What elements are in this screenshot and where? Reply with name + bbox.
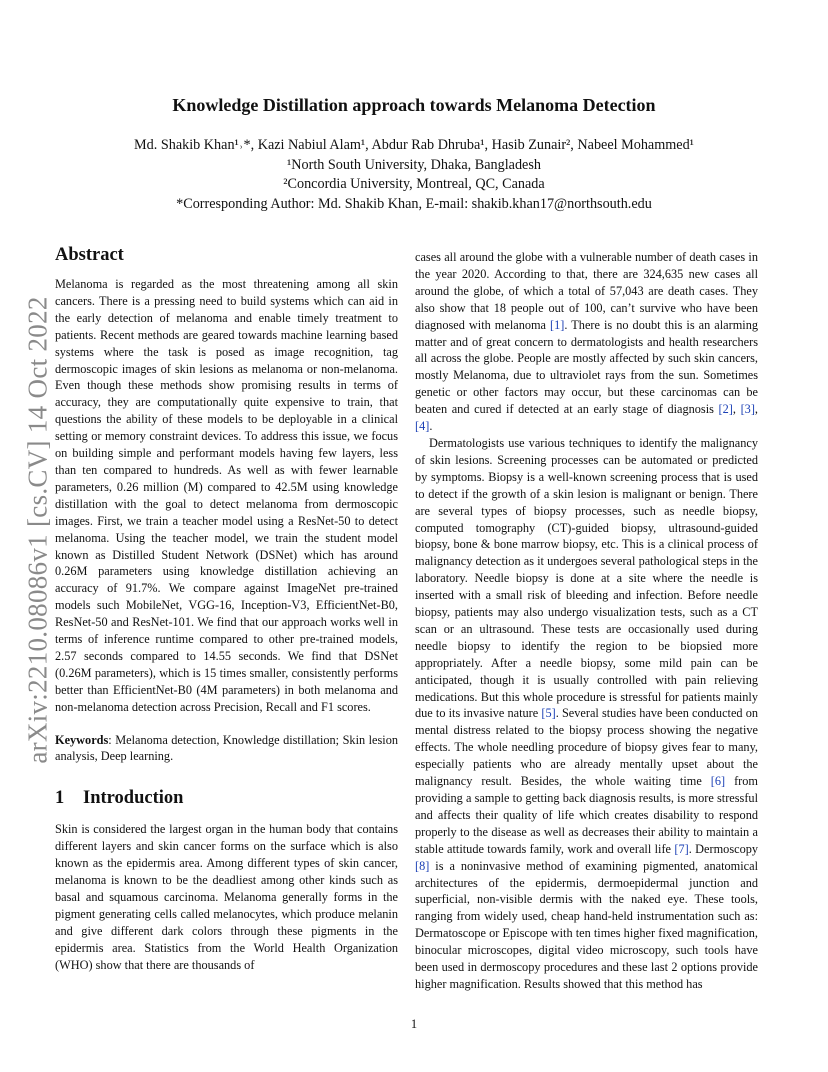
citation-link[interactable]: [8]: [415, 858, 430, 873]
text-run: .: [429, 419, 433, 434]
left-column: [55, 244, 398, 974]
section-heading-introduction: [55, 787, 398, 809]
affiliation-1: ¹North South University, Dhaka, Bangladesh: [287, 156, 541, 173]
text-run: ,: [754, 402, 758, 417]
section-number: 1: [55, 788, 65, 809]
corresponding-author: *Corresponding Author: Md. Shakib Khan, E-mail: shakib.khan17@northsouth.edu: [176, 195, 652, 212]
citation-link[interactable]: [4]: [415, 419, 430, 434]
text-run: . There is no doubt this is an alarming matter and of great concern to dermatologists and health researchers all across the globe. People are mostly affected by such skin cancers, mostly Melanoma, due to ultraviolet rays from the sun. Sometimes genetic or other factors may occur, but these carcinomas can be beaten and cured if detected at an early stage of diagnosis: [415, 317, 758, 417]
author-list: Md. Shakib Khan¹˒*, Kazi Nabiul Alam¹, Abdur Rab Dhruba¹, Hasib Zunair², Nabeel Mohammed¹: [134, 137, 694, 153]
intro-paragraph-2: [415, 435, 758, 993]
citation-link[interactable]: [2]: [718, 402, 733, 417]
citation-link[interactable]: [5]: [541, 706, 556, 721]
text-run: from providing a sample to getting back diagnosis results, is more stressful and affects their quality of life which creates disability to respond properly to the disease as well as decreases their ability to maintain a stable attitude towards family, work and overall life: [415, 774, 758, 856]
text-run: ,: [732, 402, 741, 417]
text-run: Dermatologists use various techniques to identify the malignancy of skin lesions. Screening processes can be automated or predicted by symptoms. Biopsy is a well-known screening process that is used to detect if the growth of a skin lesion is malignant or benign. There are several types of biopsy processes, such as needle biopsy, computed tomography (CT)-guided biopsy, ultrasound-guided biopsy, bone & bone marrow biopsy, etc. This is a clinical process of malignancy detection as it undergoes several pathological steps in the laboratory. Needle biopsy is done at a site where the needle is inserted with a small risk of bleeding and infection. Before needle biopsy, patients may also undergo visualization tests, such as a CT scan or an ultrasound. These tests are occasionally used during needle biopsy to identify the region to be biopsied more appropriately. After a needle biopsy, some mild pain can be anticipated, though it is usually controlled with pain relieving medications. But this whole procedure is stressful for patients mainly due to its invasive nature: [415, 435, 758, 721]
keywords-text: : Melanoma detection, Knowledge distillation; Skin lesion analysis, Deep learning.: [55, 732, 398, 764]
citation-link[interactable]: [7]: [674, 841, 689, 856]
abstract-heading: Abstract: [55, 245, 124, 265]
citation-link[interactable]: [3]: [740, 402, 755, 417]
page-number: 1: [410, 1017, 418, 1031]
citation-link[interactable]: [1]: [550, 317, 565, 332]
keywords-label: Keywords: [55, 732, 109, 747]
right-column: [415, 249, 758, 993]
intro-paragraph-1: Skin is considered the largest organ in the human body that contains different layers and skin cancer forms on the surface which is also known as the epidermis area. Among different types of skin cancer, melanoma is known to be the deadliest among other kinds such as basal and squamous carcinoma. Melanoma generally forms in the pigment generating cells called melanocytes, which produce melanin and give different dark colors through these pigments in the epidermis area. Statistics from the World Health Organization (WHO) show that there are thousands of: [55, 822, 398, 972]
author-block: [0, 136, 828, 214]
abstract-text: Melanoma is regarded as the most threatening among all skin cancers. There is a pressing need to build systems which can aid in the early detection of melanoma and enable timely treatment to patients. Recent methods are geared towards machine learning based systems where the task is posed as image recognition, tag dermoscopic images of skin lesions as melanoma or non-melanoma. Even though these methods show promising results in terms of accuracy, they are computationally quite expensive to train, that questions the ability of these models to be deployable in a clinical setting or memory constraint devices. To address this issue, we focus on building simple and performant models having few layers, less than ten compared to hundreds. As well as with fewer learnable parameters, 0.26 million (M) compared to 42.5M using knowledge distillation with the goal to detect melanoma from dermoscopic images. First, we train a teacher model using a ResNet-50 to detect melanoma. Using the teacher model, we train the student model known as Distilled Student Network (DSNet) which has around 0.26M parameters using knowledge distillation achieving an accuracy of 91.7%. We compare against ImageNet pre-trained models such MobileNet, VGG-16, Inception-V3, EfficientNet-B0, ResNet-50 and ResNet-101. We find that our approach works well in terms of inference runtime compared to other pre-trained models, 2.57 seconds compared to 14.55 seconds. We find that DSNet (0.26M parameters), which is 15 times smaller, consistently performs better than EfficientNet-B0 (4M parameters) in both melanoma and non-melanoma detection across Precision, Recall and F1 scores.: [55, 277, 398, 714]
arxiv-identifier: arXiv:2210.08086v1 [cs.CV] 14 Oct 2022: [22, 296, 53, 764]
text-run: cases all around the globe with a vulnerable number of death cases in the year 2020. According to that, there are 324,635 new cases all around the globe, of which a total of 57,043 are death cases. They also show that 18 people out of 100, can’t survive who have been diagnosed with melanoma: [415, 250, 758, 332]
arxiv-watermark: [18, 296, 58, 764]
citation-link[interactable]: [6]: [710, 774, 726, 789]
text-run: . Several studies have been conducted on mental distress related to the biopsy process showing the negative effects. The whole needling procedure of biopsy gives fear to many, especially patients who are already mentally upset about the malignancy result. Besides, the whole waiting time: [415, 706, 758, 789]
paper-title: Knowledge Distillation approach towards Melanoma Detection: [172, 95, 656, 115]
text-run: is a noninvasive method of examining pigmented, anatomical architectures of the epidermis, dermoepidermal junction and superficial, non-visible dermis with the naked eye. These tools, ranging from widely used, cheap hand-held instrumentation such as: Dermatoscope or Episcope with ten times higher fixed magnification, binocular microscopes, digital video microscopy, such tools have been used in dermoscopy procedures and these last 2 options provide higher magnification. Results showed that this method has: [415, 858, 758, 991]
section-title: Introduction: [83, 788, 184, 809]
keywords: [55, 732, 398, 766]
text-run: . Dermoscopy: [688, 841, 759, 856]
intro-paragraph-1-continued: [415, 249, 758, 435]
affiliation-2: ²Concordia University, Montreal, QC, Canada: [283, 176, 545, 192]
